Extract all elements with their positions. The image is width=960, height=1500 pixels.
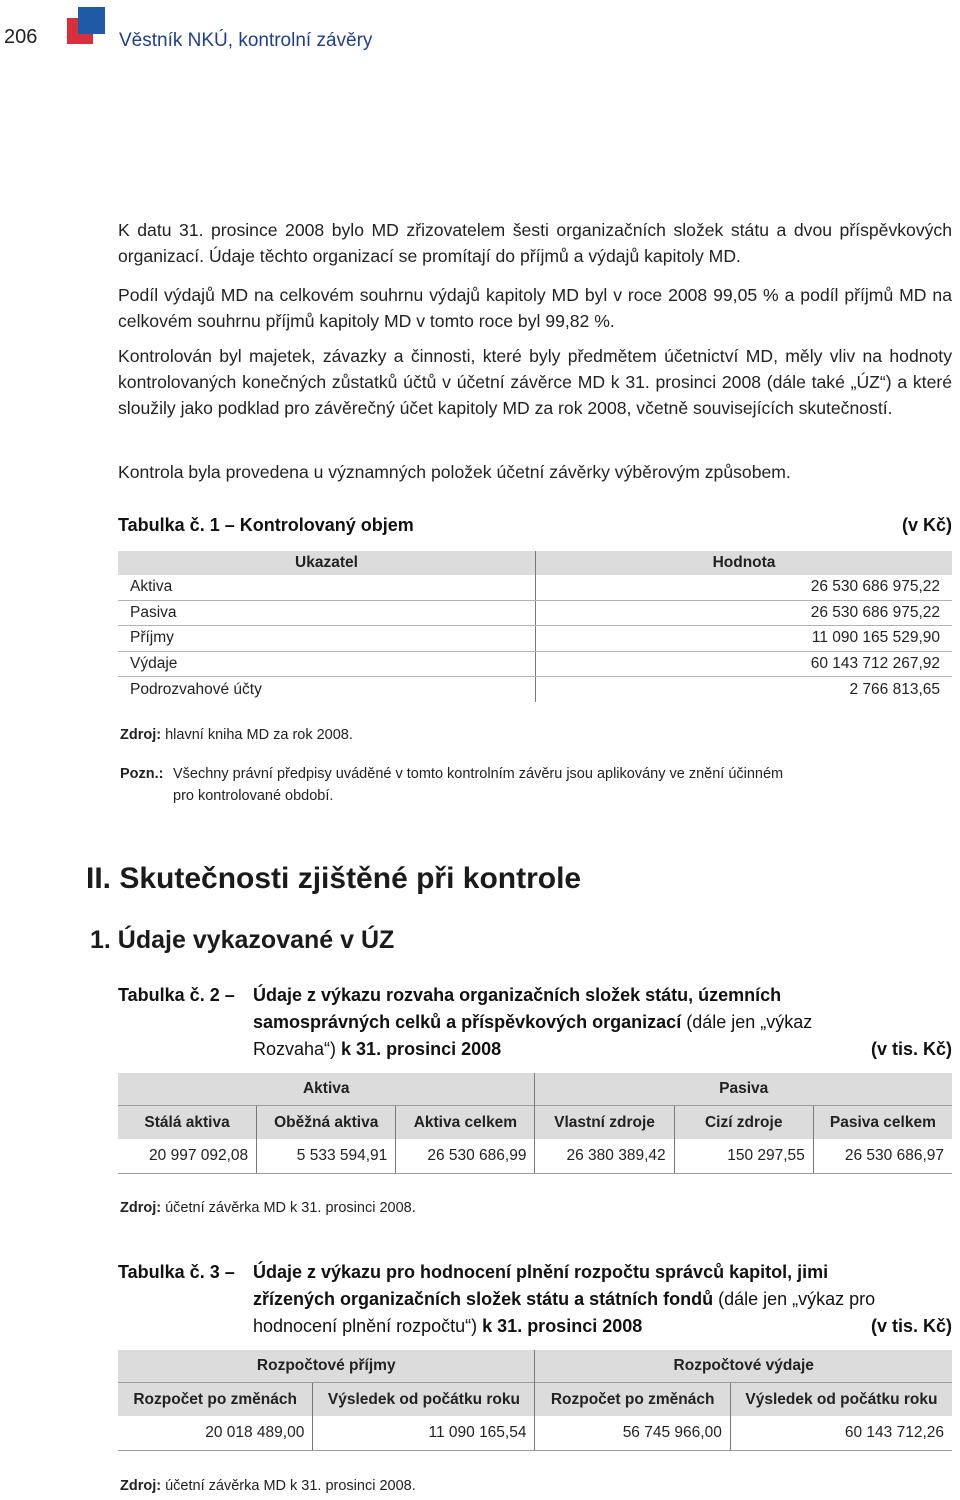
table3-group-vydaje: Rozpočtové výdaje: [535, 1350, 952, 1383]
page-number: 206: [4, 26, 38, 48]
table-row: [118, 1416, 952, 1451]
source-label: Zdroj:: [120, 727, 162, 743]
table3-caption-text: [253, 1259, 951, 1340]
table3-caption-lead: Tabulka č. 3 –: [118, 1262, 235, 1282]
table3-column-row: [118, 1383, 952, 1417]
table3-col-vysledek-prijmy: Výsledek od počátku roku: [313, 1383, 535, 1417]
table-row: [118, 575, 952, 600]
table2-value: 26 380 389,42: [535, 1139, 674, 1174]
table3-caption: [118, 1259, 952, 1340]
table3-value: 60 143 712,26: [730, 1416, 952, 1451]
table2-col-stala-aktiva: Stálá aktiva: [118, 1106, 257, 1140]
table2-col-cizi-zdroje: Cizí zdroje: [674, 1106, 813, 1140]
table-row: [118, 677, 952, 702]
source-text: účetní závěrka MD k 31. prosinci 2008.: [165, 1200, 416, 1216]
table2-group-pasiva: Pasiva: [535, 1073, 952, 1106]
table3-group-row: [118, 1350, 952, 1383]
subsection-heading: 1. Údaje vykazované v ÚZ: [90, 926, 395, 954]
journal-title: Věstník NKÚ, kontrolní závěry: [119, 30, 373, 51]
table2-caption-line3-bold: k 31. prosinci 2008: [341, 1039, 502, 1059]
table1-header-hodnota: Hodnota: [536, 551, 953, 575]
table1-row-label: Pasiva: [118, 600, 536, 626]
paragraph-3: Kontrolován byl majetek, závazky a činnosti, které byly předmětem účetnictví MD, měly vliv na hodnoty kontrolovaných konečných zůstatků účtů v účetní závěrce MD k 31. prosinci 2008 (dále také „ÚZ“) a které sloužily jako podklad pro závěrečný účet kapitoly MD za rok 2008, včetně souvisejících skutečností.: [118, 346, 952, 418]
table1-row-label: Aktiva: [118, 575, 536, 600]
table3-source: [120, 1478, 416, 1494]
table1: [118, 551, 952, 702]
logo-blue-square: [78, 7, 105, 34]
table-row: [118, 1139, 952, 1174]
table1-source: [120, 727, 353, 743]
table2: [118, 1073, 952, 1174]
table1-row-label: Výdaje: [118, 651, 536, 677]
table2-col-aktiva-celkem: Aktiva celkem: [396, 1106, 535, 1140]
table1-note-line1: Všechny právní předpisy uváděné v tomto kontrolním závěru jsou aplikovány ve znění účinném: [173, 766, 784, 782]
table2-caption-line1: Údaje z výkazu rozvaha organizačních složek státu, územních: [253, 985, 782, 1005]
paragraph-1: K datu 31. prosince 2008 bylo MD zřizovatelem šesti organizačních složek státu a dvou příspěvkových organizací. Údaje těchto organizací se promítají do příjmů a výdajů kapitoly MD.: [118, 220, 952, 266]
table3-value: 56 745 966,00: [535, 1416, 730, 1451]
paragraph-4: Kontrola byla provedena u významných položek účetní závěrky výběrovým způsobem.: [118, 462, 791, 482]
table3-caption-line2-bold: zřízených organizačních složek státu a státních fondů: [253, 1289, 714, 1309]
table1-row-value: 26 530 686 975,22: [536, 575, 953, 600]
table1-row-value: 11 090 165 529,90: [536, 626, 953, 652]
table2-unit: (v tis. Kč): [870, 1039, 952, 1059]
table2-value: 5 533 594,91: [257, 1139, 396, 1174]
table3-value: 11 090 165,54: [313, 1416, 535, 1451]
table2-caption-line3: [253, 1036, 951, 1063]
table3-value: 20 018 489,00: [118, 1416, 313, 1451]
table1-row-value: 60 143 712 267,92: [536, 651, 953, 677]
table1-header-row: [118, 551, 952, 575]
table3-unit: (v tis. Kč): [870, 1316, 952, 1336]
table3-group-prijmy: Rozpočtové příjmy: [118, 1350, 535, 1383]
note-label: Pozn.:: [120, 766, 164, 782]
source-label: Zdroj:: [120, 1478, 162, 1494]
table3-caption-line2-normal: (dále jen „výkaz pro: [713, 1289, 876, 1309]
table3-caption-line3-bold: k 31. prosinci 2008: [482, 1316, 643, 1336]
table2-value: 26 530 686,99: [396, 1139, 535, 1174]
table2-source: [120, 1200, 416, 1216]
table1-note-line2: pro kontrolované období.: [173, 788, 334, 804]
source-text: účetní závěrka MD k 31. prosinci 2008.: [165, 1478, 416, 1494]
table1-note-label: [120, 766, 164, 782]
table2-caption-line2-bold: samosprávných celků a příspěvkových organizací: [253, 1012, 682, 1032]
table2-caption-line2-normal: (dále jen „výkaz: [681, 1012, 813, 1032]
table2-col-vlastni-zdroje: Vlastní zdroje: [535, 1106, 674, 1140]
table1-header-ukazatel: Ukazatel: [118, 551, 536, 575]
table1-row-value: 26 530 686 975,22: [536, 600, 953, 626]
table3-col-vysledek-vydaje: Výsledek od počátku roku: [730, 1383, 952, 1417]
table2-caption-line3-normal: Rozvaha“): [253, 1039, 342, 1059]
table-row: [118, 626, 952, 652]
table2-group-aktiva: Aktiva: [118, 1073, 535, 1106]
table2-value: 20 997 092,08: [118, 1139, 257, 1174]
table1-unit: (v Kč): [901, 515, 952, 535]
table1-caption: Tabulka č. 1 – Kontrolovaný objem: [118, 515, 414, 535]
table1-row-value: 2 766 813,65: [536, 677, 953, 702]
table2-column-row: [118, 1106, 952, 1140]
source-text: hlavní kniha MD za rok 2008.: [165, 727, 353, 743]
table1-row-label: Podrozvahové účty: [130, 680, 262, 698]
table2-value: 150 297,55: [674, 1139, 813, 1174]
paragraph-2: Podíl výdajů MD na celkovém souhrnu výdajů kapitoly MD byl v roce 2008 99,05 % a podíl příjmů MD na celkovém souhrnu příjmů kapitoly MD v tomto roce byl 99,82 %.: [118, 285, 952, 331]
table2-caption-text: [253, 982, 951, 1063]
table3-col-rozpocet-prijmy: Rozpočet po změnách: [118, 1383, 313, 1417]
table2-group-row: [118, 1073, 952, 1106]
table1-row-label: Příjmy: [118, 626, 536, 652]
table2-caption: [118, 982, 952, 1063]
table3-col-rozpocet-vydaje: Rozpočet po změnách: [535, 1383, 730, 1417]
source-label: Zdroj:: [120, 1200, 162, 1216]
table2-caption-lead: Tabulka č. 2 –: [118, 985, 235, 1005]
section-heading: II. Skutečnosti zjištěné při kontrole: [86, 862, 582, 895]
table3: [118, 1350, 952, 1451]
table2-value: 26 530 686,97: [813, 1139, 952, 1174]
table2-caption-line2: [253, 1009, 951, 1036]
table2-col-obezna-aktiva: Oběžná aktiva: [257, 1106, 396, 1140]
table3-caption-line2: [253, 1286, 951, 1313]
table-row: [118, 651, 952, 677]
table3-caption-line3-normal: hodnocení plnění rozpočtu“): [253, 1316, 483, 1336]
table3-caption-line3: [253, 1313, 951, 1340]
table2-col-pasiva-celkem: Pasiva celkem: [813, 1106, 952, 1140]
table-row: [118, 600, 952, 626]
table3-caption-line1: Údaje z výkazu pro hodnocení plnění rozpočtu správců kapitol, jimi: [253, 1262, 829, 1282]
